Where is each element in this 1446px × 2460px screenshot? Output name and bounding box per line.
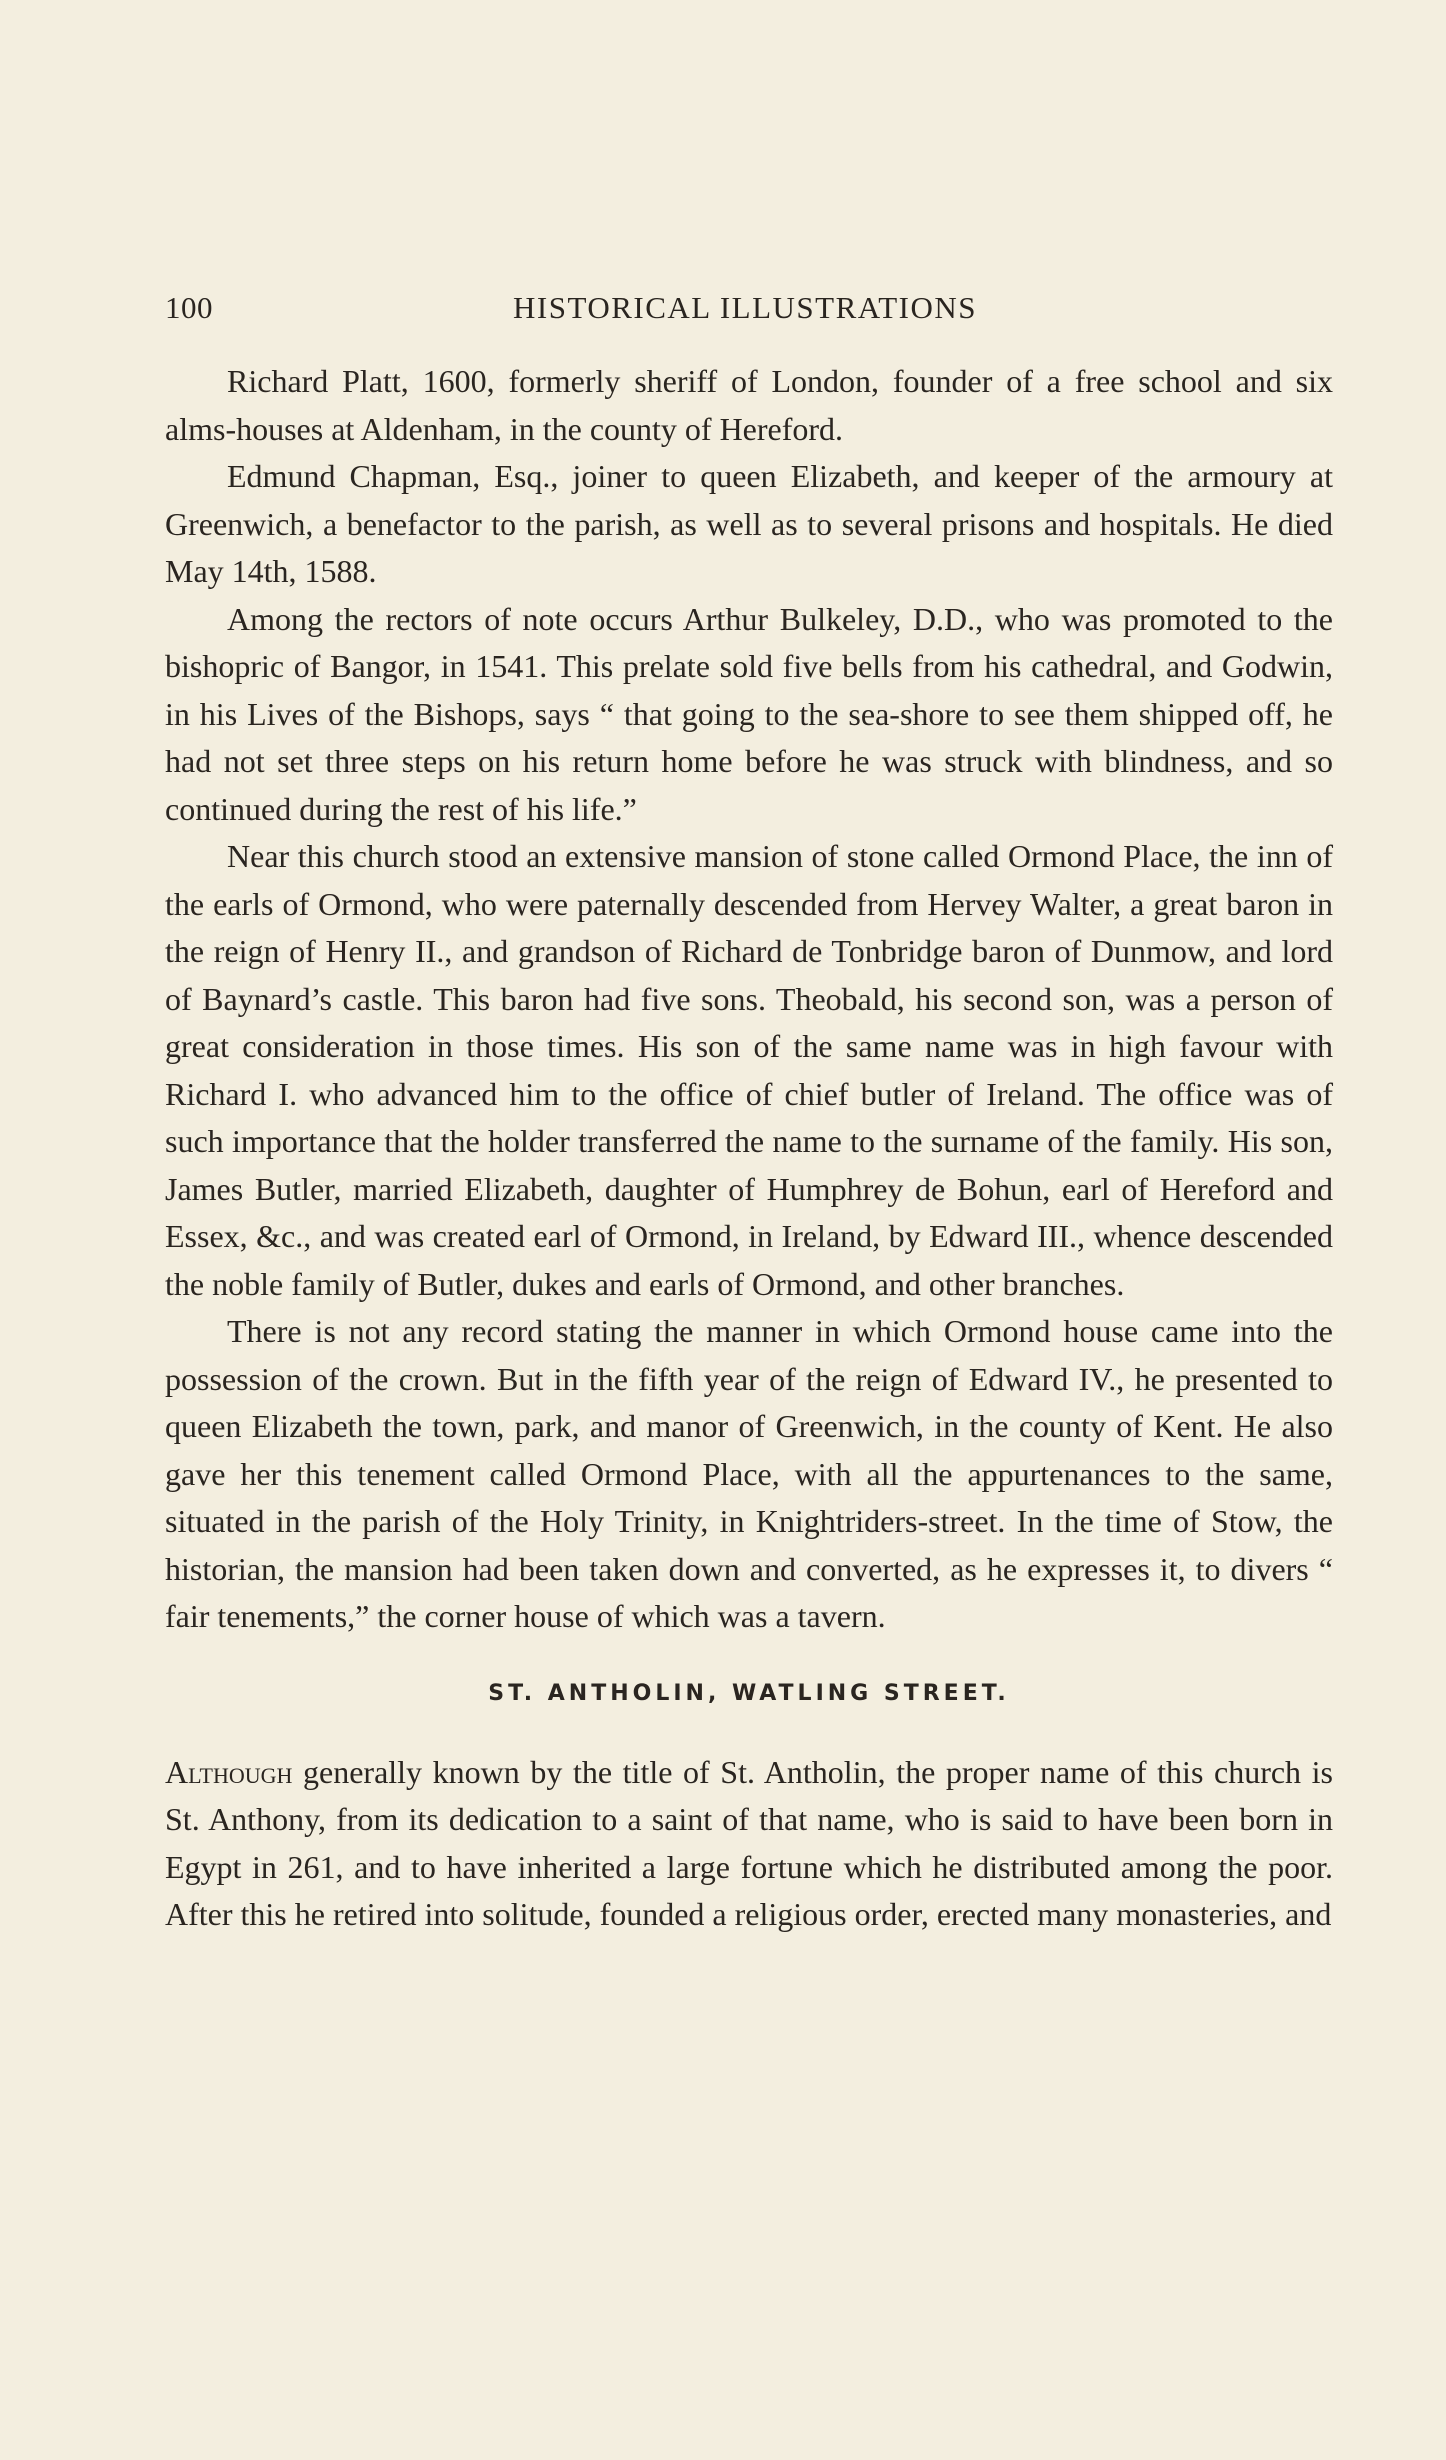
- paragraph-st-antholin: [165, 1749, 1333, 1939]
- opening-word: Although: [165, 1753, 293, 1790]
- paragraph-edmund-chapman: Edmund Chapman, Esq., joiner to queen Elizabeth, and keeper of the armoury at Greenwich, a benefactor to the parish, as well as to several prisons and hospitals. He died May 14th, 1588.: [165, 458, 1333, 589]
- opening-text: generally known by the title of St. Antholin, the proper name of this church is St. Anthony, from its dedication to a saint of that name, who is said to have been born in Egypt in 261, and to have inherited a large fortune which he distributed among the poor. After this he retired into solitude, founded a religious order, erected many monasteries, and: [165, 1753, 1333, 1932]
- page-number: 100: [165, 290, 213, 325]
- paragraph-ormond-place: Near this church stood an extensive mansion of stone called Ormond Place, the inn of the earls of Ormond, who were paternally descended from Hervey Walter, a great baron in the reign of Henry II., and grandson of Richard de Tonbridge baron of Dunmow, and lord of Baynard’s castle. This baron had five sons. Theobald, his second son, was a person of great consideration in those times. His son of the same name was in high favour with Richard I. who advanced him to the office of chief butler of Ireland. The office was of such importance that the holder transferred the name to the surname of the family. His son, James Butler, married Elizabeth, daughter of Humphrey de Bohun, earl of Hereford and Essex, &c., and was created earl of Ormond, in Ireland, by Edward III., whence descended the noble family of Butler, dukes and earls of Ormond, and other branches.: [165, 838, 1333, 1302]
- section-heading: ST. ANTHOLIN, WATLING STREET.: [488, 1680, 1010, 1706]
- paragraph-arthur-bulkeley: Among the rectors of note occurs Arthur Bulkeley, D.D., who was promoted to the bishopric of Bangor, in 1541. This prelate sold five bells from his cathedral, and Godwin, in his Lives of the Bishops, says “ that going to the sea-shore to see them shipped off, he had not set three steps on his return home before he was struck with blindness, and so continued during the rest of his life.”: [165, 600, 1333, 827]
- running-title: HISTORICAL ILLUSTRATIONS: [513, 290, 977, 325]
- paragraph-richard-platt: Richard Platt, 1600, formerly sheriff of London, founder of a free school and six alms-houses at Aldenham, in the county of Hereford.: [165, 363, 1333, 447]
- body-text: [165, 358, 1333, 1939]
- paragraph-ormond-house: There is not any record stating the manner in which Ormond house came into the possession of the crown. But in the fifth year of the reign of Edward IV., he presented to queen Elizabeth the town, park, and manor of Greenwich, in the county of Kent. He also gave her this tenement called Ormond Place, with all the appurtenances to the same, situated in the parish of the Holy Trinity, in Knightriders-street. In the time of Stow, the historian, the mansion had been taken down and converted, as he expresses it, to divers “ fair tenements,” the corner house of which was a tavern.: [165, 1313, 1333, 1634]
- running-head: [165, 290, 1325, 330]
